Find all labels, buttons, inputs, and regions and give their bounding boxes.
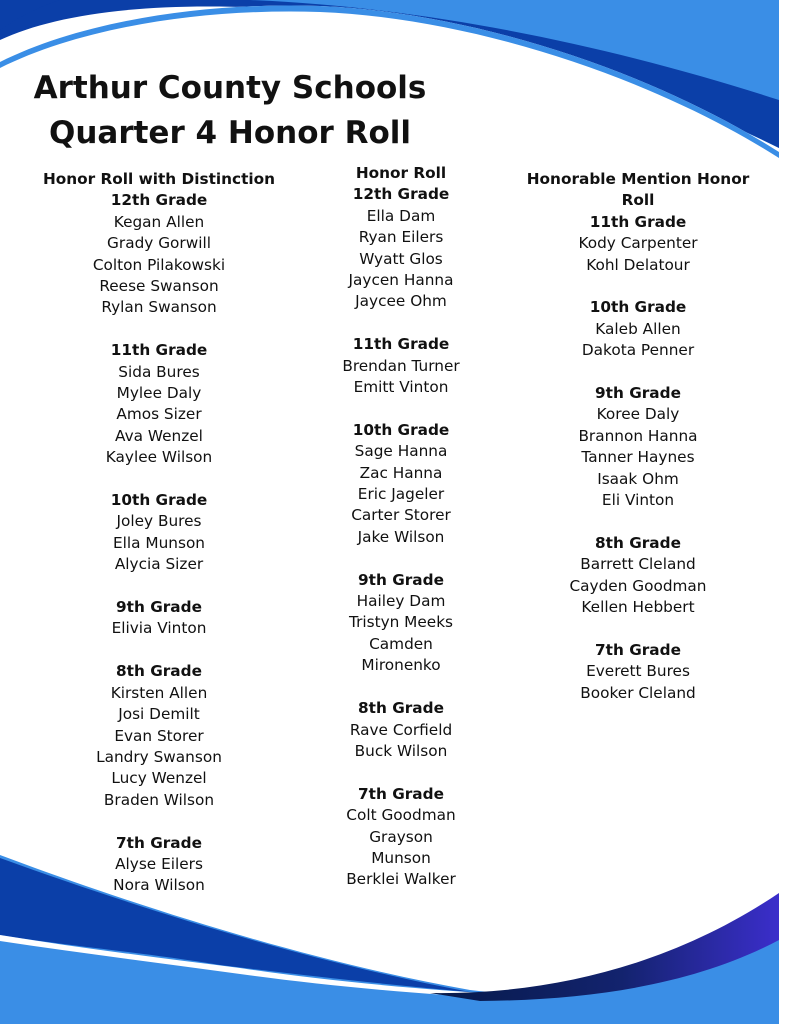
student-name: Ella Munson (112, 533, 205, 552)
student-name: Camden (369, 634, 433, 653)
column-honorable-mention (508, 169, 768, 704)
student-name: Jake Wilson (357, 527, 445, 546)
student-name: Braden Wilson (103, 790, 215, 809)
section-spacer (508, 618, 768, 639)
student-name: Munson (371, 848, 431, 867)
column-heading: Honor Roll with Distinction (42, 170, 276, 188)
grade-heading: 8th Grade (595, 533, 681, 552)
student-name: Reese Swanson (99, 277, 219, 296)
student-name: Alyse Eilers (115, 854, 203, 873)
student-name: Amos Sizer (116, 405, 202, 424)
student-name: Eli Vinton (601, 491, 675, 510)
student-name: Brendan Turner (342, 356, 460, 375)
section-spacer (271, 762, 531, 783)
grade-heading: 7th Grade (595, 640, 681, 659)
student-name: Hailey Dam (356, 592, 446, 611)
student-name: Kellen Hebbert (581, 598, 695, 617)
student-name: Ryan Eilers (358, 228, 444, 247)
grade-heading: 9th Grade (595, 384, 681, 403)
student-name: Kohl Delatour (586, 255, 690, 274)
student-name: Tristyn Meeks (348, 613, 454, 632)
student-name: Jaycen Hanna (348, 271, 454, 290)
grade-heading: 8th Grade (116, 662, 202, 681)
grade-heading: 10th Grade (352, 420, 450, 439)
student-name: Wyatt Glos (359, 249, 443, 268)
student-name: Barrett Cleland (580, 555, 696, 574)
grade-heading: 7th Grade (116, 833, 202, 852)
student-name: Buck Wilson (354, 741, 448, 760)
column-heading: Honor Roll (355, 164, 447, 182)
student-name: Berklei Walker (346, 870, 456, 889)
student-name: Isaak Ohm (597, 469, 679, 488)
grade-heading: 9th Grade (116, 598, 202, 617)
section-spacer (508, 511, 768, 532)
student-name: Mironenko (361, 656, 441, 675)
column-honor-roll (271, 163, 531, 891)
student-name: Landry Swanson (96, 747, 222, 766)
student-name: Koree Daly (596, 405, 680, 424)
section-spacer (271, 398, 531, 419)
grade-heading: 9th Grade (358, 570, 444, 589)
page-title (20, 66, 440, 156)
grade-heading: 8th Grade (358, 699, 444, 718)
student-name: Josi Demilt (118, 705, 200, 724)
student-name: Colton Pilakowski (92, 255, 226, 274)
student-name: Eric Jageler (357, 485, 445, 504)
student-name: Elivia Vinton (111, 619, 207, 638)
student-name: Brannon Hanna (578, 426, 698, 445)
student-name: Mylee Daly (116, 384, 202, 403)
grade-heading: 11th Grade (352, 335, 450, 354)
student-name: Nora Wilson (113, 876, 205, 895)
student-name: Booker Cleland (580, 683, 696, 702)
section-spacer (271, 548, 531, 569)
section-spacer (29, 469, 289, 490)
student-name: Grady Gorwill (107, 234, 211, 253)
section-spacer (508, 276, 768, 297)
student-name: Dakota Penner (581, 341, 695, 360)
student-name: Cayden Goodman (569, 576, 707, 595)
title-line-1: Arthur County Schools (33, 70, 427, 106)
student-name: Zac Hanna (359, 463, 443, 482)
student-name: Grayson (369, 827, 433, 846)
student-name: Sage Hanna (354, 442, 448, 461)
student-name: Evan Storer (114, 726, 204, 745)
student-name: Joley Bures (116, 512, 202, 531)
section-spacer (29, 640, 289, 661)
title-line-2: Quarter 4 Honor Roll (48, 115, 412, 151)
grade-heading: 10th Grade (110, 491, 208, 510)
student-name: Alycia Sizer (114, 555, 204, 574)
grade-heading: 12th Grade (110, 191, 208, 210)
grade-heading: 7th Grade (358, 784, 444, 803)
student-name: Everett Bures (586, 662, 690, 681)
section-spacer (29, 811, 289, 832)
student-name: Jaycee Ohm (355, 292, 447, 311)
section-spacer (29, 319, 289, 340)
section-spacer (508, 362, 768, 383)
student-name: Colt Goodman (346, 806, 456, 825)
section-spacer (271, 677, 531, 698)
student-name: Kegan Allen (113, 212, 205, 231)
student-name: Emitt Vinton (353, 378, 449, 397)
student-name: Kaleb Allen (595, 319, 681, 338)
student-name: Sida Bures (118, 362, 200, 381)
student-name: Carter Storer (351, 506, 451, 525)
student-name: Tanner Haynes (581, 448, 695, 467)
student-name: Ava Wenzel (115, 426, 203, 445)
student-name: Kirsten Allen (110, 683, 208, 702)
grade-heading: 10th Grade (589, 298, 687, 317)
column-heading: Honorable Mention Honor Roll (526, 170, 750, 210)
student-name: Kaylee Wilson (105, 448, 213, 467)
student-name: Rylan Swanson (101, 298, 217, 317)
grade-heading: 11th Grade (589, 212, 687, 231)
student-name: Kody Carpenter (578, 234, 698, 253)
student-name: Lucy Wenzel (111, 769, 207, 788)
grade-heading: 11th Grade (110, 341, 208, 360)
student-name: Ella Dam (366, 206, 436, 225)
student-name: Rave Corfield (349, 720, 453, 739)
column-honor-roll-with-distinction (29, 169, 289, 897)
section-spacer (271, 313, 531, 334)
grade-heading: 12th Grade (352, 185, 450, 204)
section-spacer (29, 576, 289, 597)
